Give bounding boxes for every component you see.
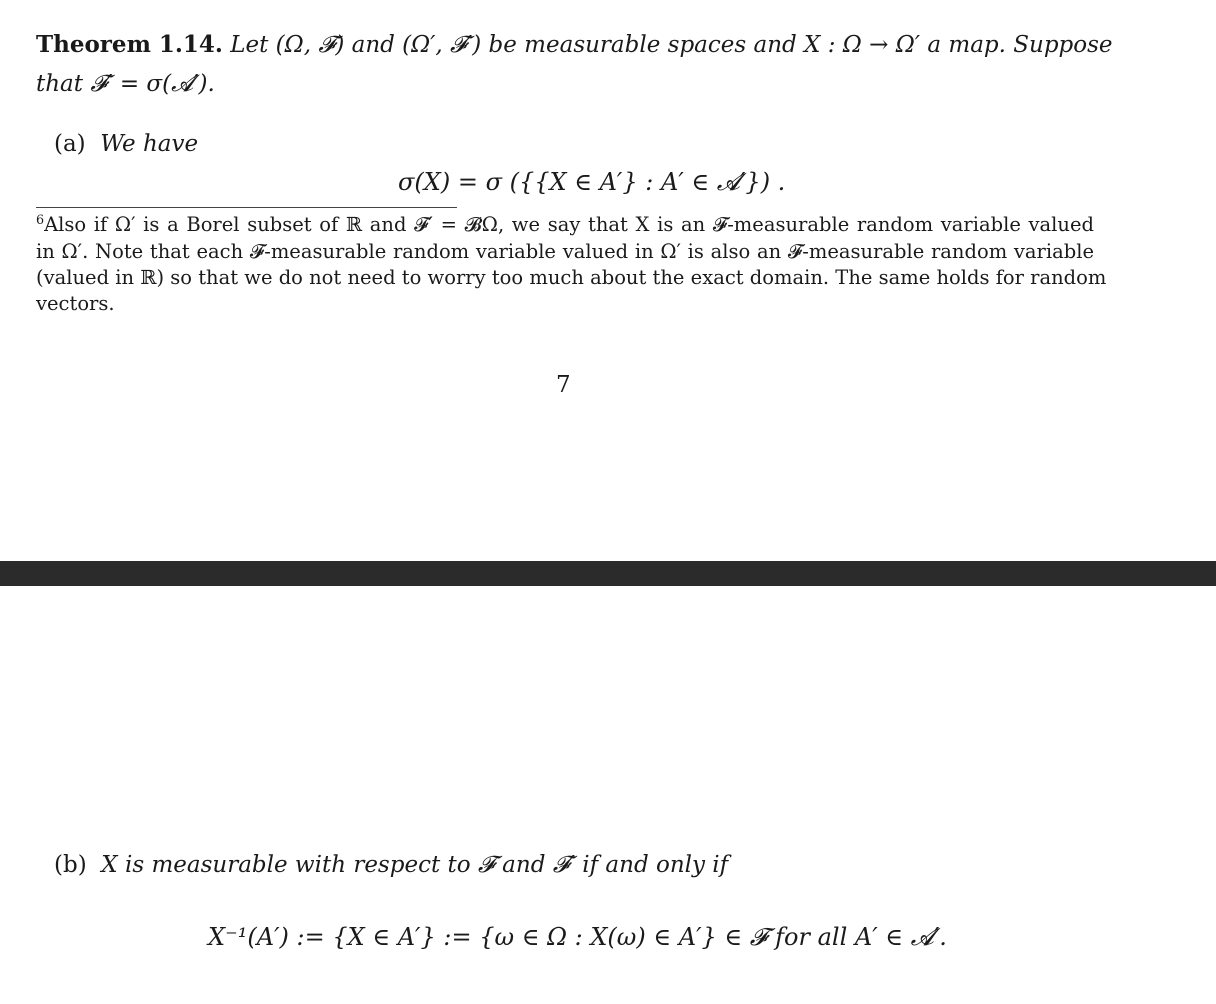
page-number: 7 — [556, 372, 571, 398]
theorem-label: Theorem 1.14. — [36, 31, 223, 58]
footnote-text-1: Also if Ω′ is a Borel subset of ℝ and 𝓕′ = 𝓑Ω, we say that X is an 𝓕-measurable random variable valued — [44, 213, 1094, 236]
footnote-rule — [36, 207, 457, 208]
part-a-label: (a) — [54, 131, 86, 157]
part-a-equation: σ(X) = σ ({{X ∈ A′} : A′ ∈ 𝓐′}) . — [398, 168, 786, 196]
theorem-text-1: Let (Ω, 𝓕) and (Ω′, 𝓕′) be measurable spaces and X : Ω → Ω′ a map. Suppose — [222, 32, 1113, 58]
part-a-heading — [54, 130, 198, 158]
page-separator — [0, 561, 1216, 586]
part-b-equation: X⁻¹(A′) := {X ∈ A′} := {ω ∈ Ω : X(ω) ∈ A′} ∈ 𝓕 for all A′ ∈ 𝓐′. — [208, 923, 947, 951]
part-b-text: X is measurable with respect to 𝓕 and 𝓕′ if and only if — [101, 852, 729, 878]
theorem-statement-line-1 — [36, 31, 1113, 59]
footnote-line-3: (valued in ℝ) so that we do not need to worry too much about the exact domain. The same holds for random — [36, 266, 1107, 289]
footnote-line-4: vectors. — [36, 292, 115, 315]
footnote-line-2: in Ω′. Note that each 𝓕-measurable random variable valued in Ω′ is also an 𝓕-measurable random variable — [36, 240, 1094, 263]
part-b-label: (b) — [54, 852, 87, 878]
part-a-text: We have — [100, 131, 199, 157]
footnote-marker: 6 — [36, 212, 45, 228]
theorem-statement-line-2: that 𝓕′ = σ(𝓐′). — [36, 71, 215, 97]
footnote-line-1 — [36, 212, 1094, 239]
part-b-heading — [54, 851, 728, 879]
